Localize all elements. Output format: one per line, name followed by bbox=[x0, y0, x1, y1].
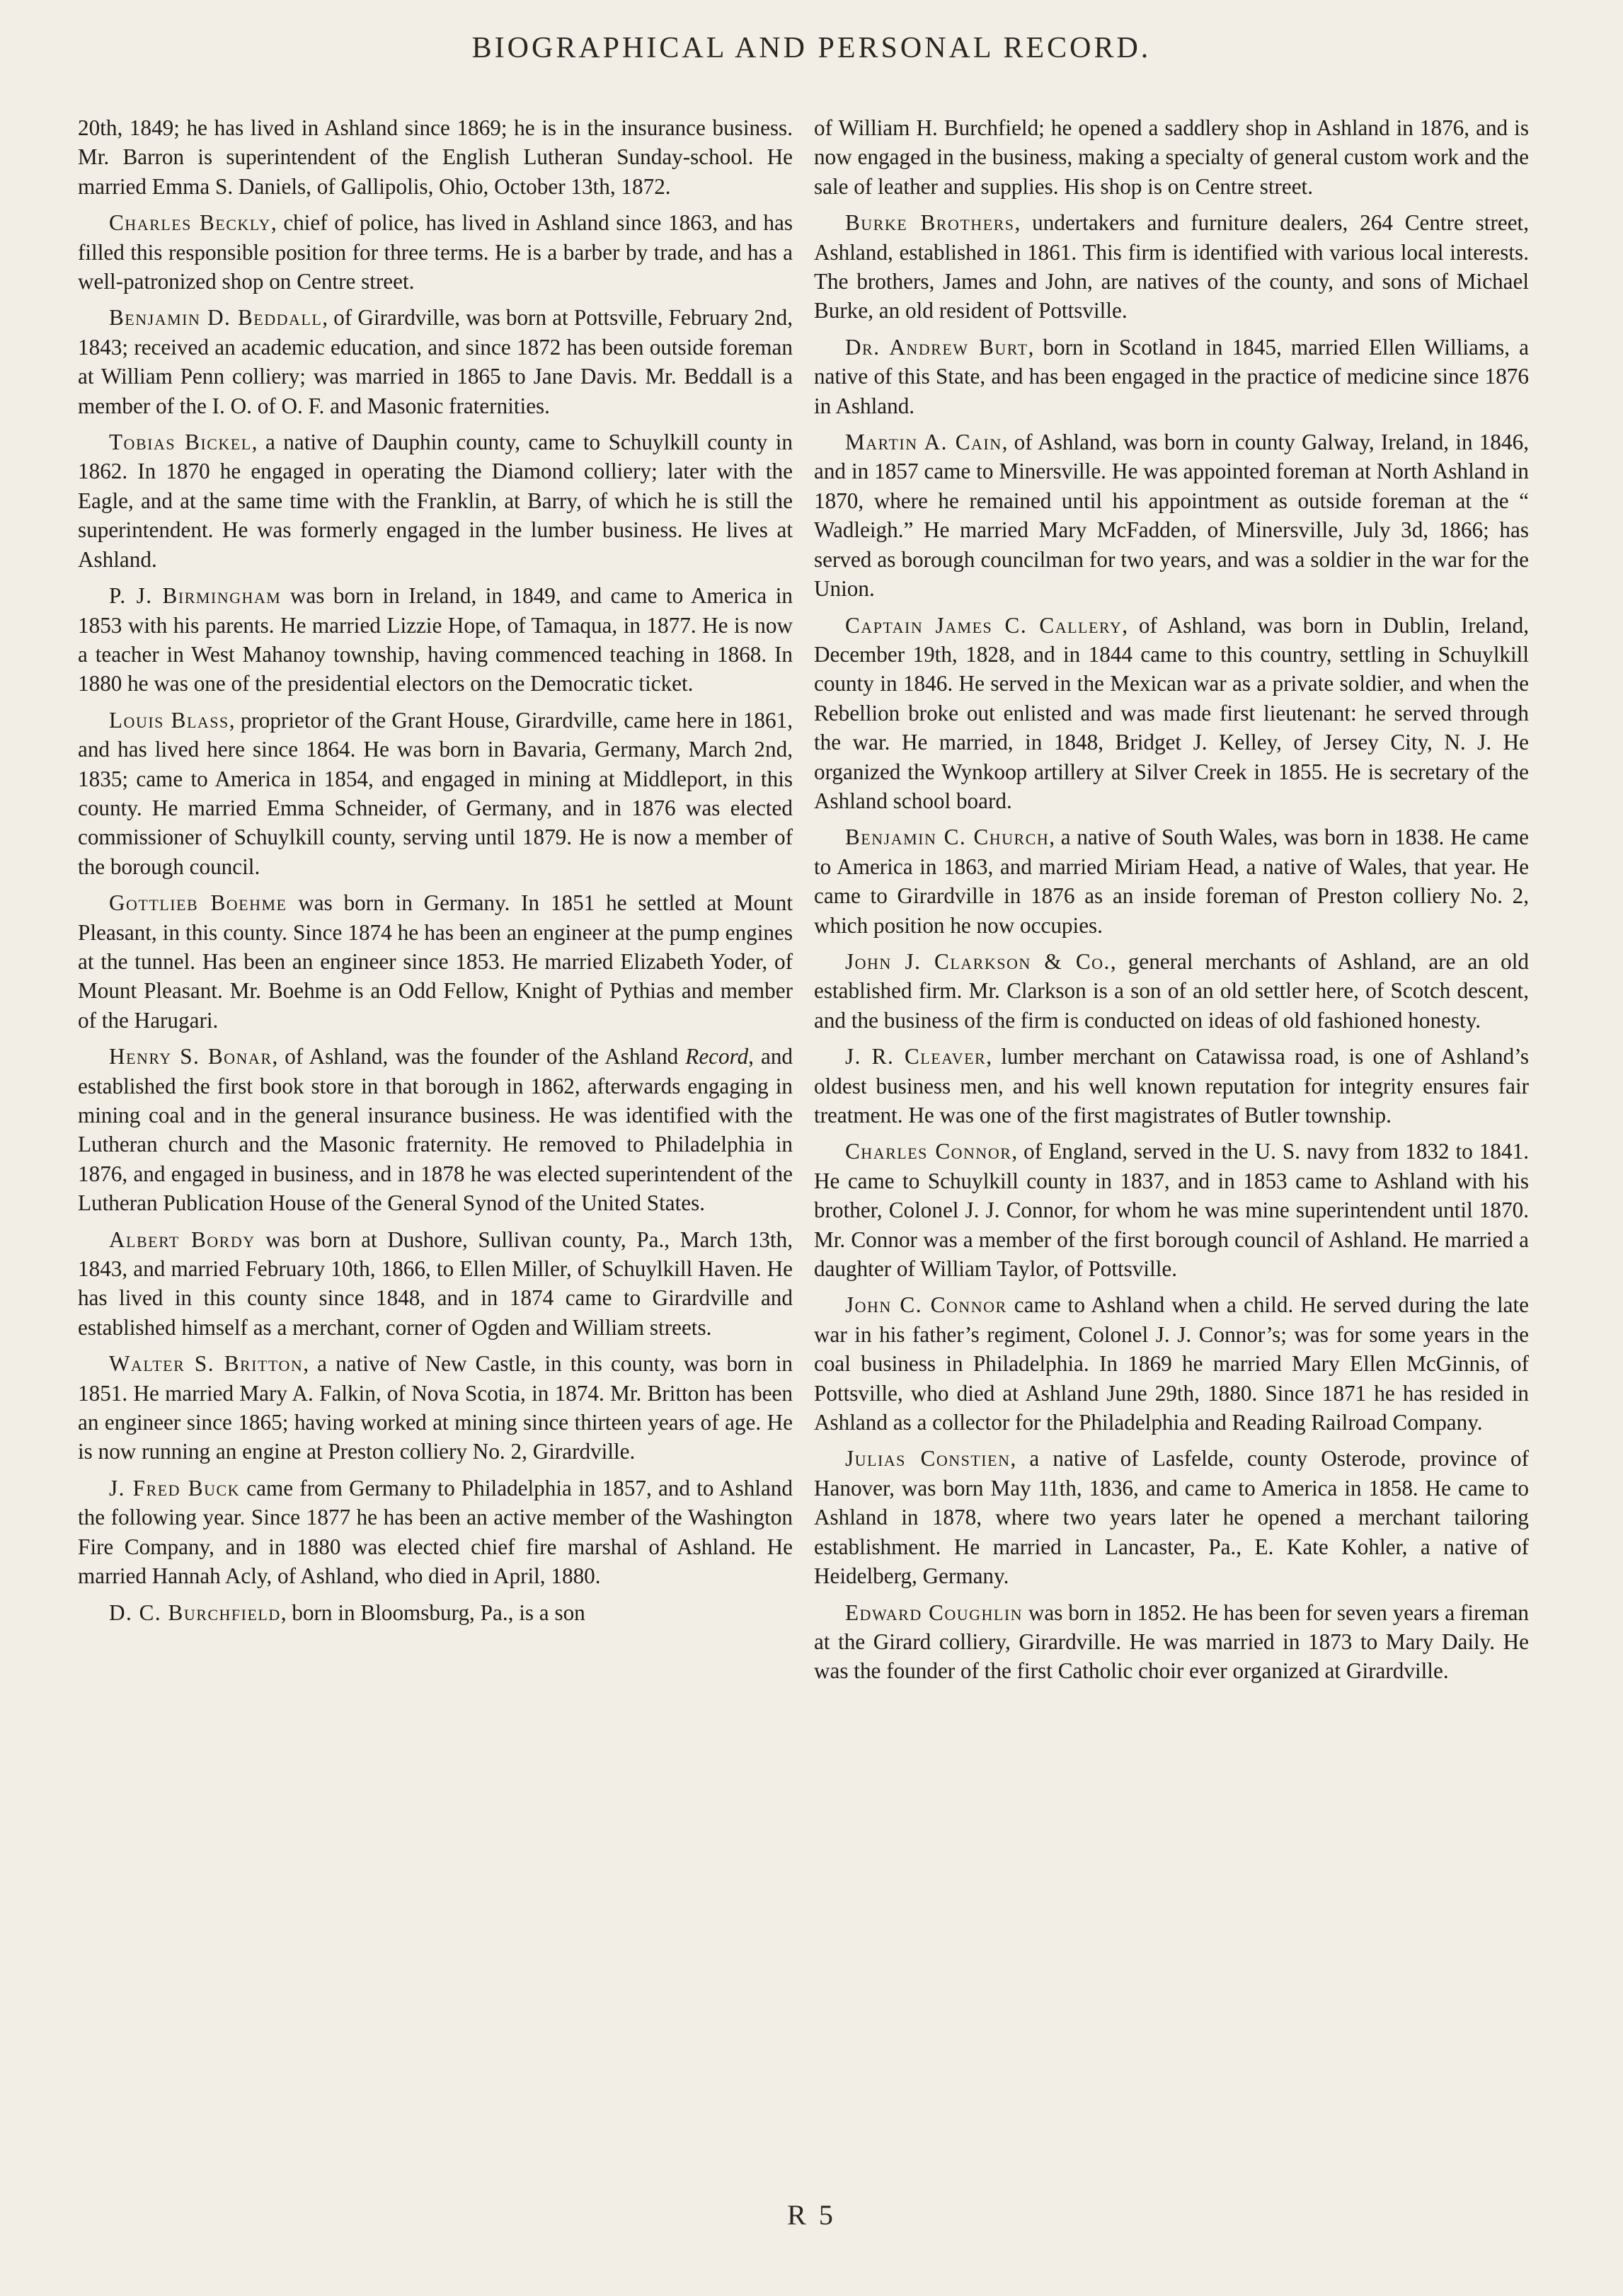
entry-name: John J. Clarkson & Co. bbox=[845, 948, 1111, 974]
entry-callery bbox=[814, 611, 1529, 816]
entry-text: , undertakers and furniture dealers, 264 Centre street, Ashland, established in 1861. This firm is identified with various local interests. The brothers, James and John, are natives of the county, and sons of Michael Burke, an old resident of Pottsville. bbox=[814, 210, 1529, 323]
entry-church bbox=[814, 822, 1529, 940]
entry-bordy bbox=[78, 1225, 793, 1343]
entry-burke-brothers bbox=[814, 208, 1529, 326]
entry-text: was born in Ireland, in 1849, and came to America in 1853 with his parents. He married Lizzie Hope, of Tamaqua, in 1877. He is now a teacher in West Mahanoy township, having commenced teaching in 1868. In 1880 he was one of the presidential electors on the Democratic ticket. bbox=[78, 583, 793, 696]
entry-text: , of Ashland, was the founder of the Ashland bbox=[272, 1044, 686, 1069]
entry-text: , a native of New Castle, in this county, was born in 1851. He married Mary A. Falkin, of Nova Scotia, in 1874. Mr. Britton has been an engineer since 1865; having worked at mining since thirteen years of age. He is now running an engine at Preston colliery No. 2, Girardville. bbox=[78, 1351, 793, 1464]
entry-name: John C. Connor bbox=[845, 1292, 1007, 1318]
entry-name: Edward Coughlin bbox=[845, 1600, 1023, 1625]
entry-constien bbox=[814, 1444, 1529, 1590]
entry-birmingham bbox=[78, 581, 793, 699]
entry-blass bbox=[78, 706, 793, 881]
entry-name: Tobias Bickel bbox=[109, 430, 252, 455]
entry-bickel bbox=[78, 427, 793, 574]
entry-text: of William H. Burchfield; he opened a saddlery shop in Ashland in 1876, and is now engaged in the business, making a specialty of general custom work and the sale of leather and supplies. His shop is on Centre street. bbox=[814, 115, 1529, 199]
entry-italic-title: Record bbox=[685, 1044, 749, 1069]
entry-name: Benjamin D. Beddall bbox=[109, 305, 323, 331]
entry-name: J. R. Cleaver bbox=[845, 1044, 987, 1069]
entry-name: Charles Beckly bbox=[109, 210, 271, 236]
entry-text: was born in 1852. He has been for seven years a fireman at the Girard colliery, Girardville. He was married in 1873 to Mary Daily. He was the founder of the first Catholic choir ever organized at Girardville. bbox=[814, 1600, 1530, 1684]
entry-text: , lumber merchant on Catawissa road, is one of Ashland’s oldest business men, and his well known reputation for integrity ensures fair treatment. He was one of the first magistrates of Butler township. bbox=[814, 1044, 1530, 1127]
entry-coughlin bbox=[814, 1598, 1529, 1686]
entry-text: , of Ashland, was born in county Galway, Ireland, in 1846, and in 1857 came to Minersville. He was appointed foreman at North Ashland in 1870, where he remained until his appointment as outside foreman at the “ Wadleigh.” He married Mary McFadden, of Minersville, July 3d, 1866; has served as borough councilman for two years, and was a soldier in the war for the Union. bbox=[814, 430, 1530, 602]
entry-text: , a native of South Wales, was born in 1838. He came to America in 1863, and married Miriam Head, a native of Wales, that year. He came to Girardville in 1876 as an inside foreman of Preston colliery No. 2, which position he now occupies. bbox=[814, 825, 1529, 938]
entry-name: Benjamin C. Church bbox=[845, 825, 1050, 850]
entry-text: was born in Germany. In 1851 he settled at Mount Pleasant, in this county. Since 1874 he has been an engineer at the pump engines at the tunnel. Has been an engineer since 1853. He married Elizabeth Yoder, of Mount Pleasant. Mr. Boehme is an Odd Fellow, Knight of Pythias and member of the Harugari. bbox=[78, 890, 793, 1033]
entry-name: Gottlieb Boehme bbox=[109, 890, 287, 916]
entry-name: Burke Brothers bbox=[845, 210, 1015, 236]
entry-britton bbox=[78, 1349, 793, 1466]
entry-bonar bbox=[78, 1042, 793, 1217]
entry-name: Walter S. Britton bbox=[109, 1351, 304, 1377]
entry-text: , a native of Lasfelde, county Osterode, province of Hanover, was born May 11th, 1836, and came to America in 1858. He came to Ashland in 1878, where two years later he opened a merchant tailoring establishment. He married in Lancaster, Pa., E. Kate Kohler, a native of Heidelberg, Germany. bbox=[814, 1446, 1529, 1589]
entry-burt bbox=[814, 333, 1529, 420]
entry-cain bbox=[814, 427, 1529, 603]
entry-name: Julias Constien bbox=[845, 1446, 1011, 1471]
entry-text: , chief of police, has lived in Ashland since 1863, and has filled this responsible position for three terms. He is a barber by trade, and has a well-patronized shop on Centre street. bbox=[78, 210, 793, 294]
entry-name: Louis Blass bbox=[109, 707, 229, 733]
entry-text: was born at Dushore, Sullivan county, Pa., March 13th, 1843, and married February 10th, 1866, to Ellen Miller, of Schuylkill Haven. He has lived in this county since 1848, and in 1874 came to Girardville and established himself as a merchant, corner of Ogden and William streets. bbox=[78, 1227, 793, 1340]
running-head: BIOGRAPHICAL AND PERSONAL RECORD. bbox=[471, 32, 1152, 64]
entry-cleaver bbox=[814, 1042, 1529, 1130]
entry-burchfield bbox=[78, 1598, 793, 1627]
entry-name: J. Fred Buck bbox=[109, 1475, 241, 1500]
entry-text: came to Ashland when a child. He served during the late war in his father’s regiment, Colonel J. J. Connor’s; was for some years in the coal business in Philadelphia. In 1869 he married Mary Ellen McGinnis, of Pottsville, who died at Ashland June 29th, 1880. Since 1871 he has resided in Ashland as a collector for the Philadelphia and Reading Railroad Company. bbox=[814, 1292, 1529, 1435]
right-column bbox=[814, 113, 1529, 1693]
entry-buck bbox=[78, 1474, 793, 1591]
entry-text: , of Girardville, was born at Pottsville, February 2nd, 1843; received an academic education, and since 1872 has been outside foreman at William Penn colliery; was married in 1865 to Jane Davis. Mr. Beddall is a member of the I. O. of O. F. and Masonic fraternities. bbox=[78, 305, 793, 418]
entry-barron-continued bbox=[78, 113, 793, 201]
entry-text: , born in Scotland in 1845, married Ellen Williams, a native of this State, and has been engaged in the practice of medicine since 1876 in Ashland. bbox=[814, 334, 1529, 418]
entry-text: came from Germany to Philadelphia in 1857, and to Ashland the following year. Since 1877 he has been an active member of the Washington Fire Company, and in 1880 was elected chief fire marshal of Ashland. He married Hannah Acly, of Ashland, who died in April, 1880. bbox=[78, 1475, 793, 1589]
entry-name: P. J. Birmingham bbox=[109, 583, 282, 609]
entry-name: D. C. Burchfield bbox=[109, 1600, 281, 1625]
entry-name: Charles Connor bbox=[845, 1139, 1012, 1164]
entry-name: Captain James C. Callery bbox=[845, 612, 1123, 638]
left-column bbox=[78, 113, 793, 1634]
entry-beddall bbox=[78, 303, 793, 420]
entry-text: , general merchants of Ashland, are an old established firm. Mr. Clarkson is a son of an old settler here, of Scotch descent, and the business of the firm is conducted on ideas of old fashioned honesty. bbox=[814, 948, 1529, 1033]
entry-name: Albert Bordy bbox=[109, 1227, 256, 1252]
entry-burchfield-continued bbox=[814, 113, 1529, 201]
entry-text: , a native of Dauphin county, came to Schuylkill county in 1862. In 1870 he engaged in operating the Diamond colliery; later with the Eagle, and at the same time with the Franklin, at Barry, of which he is still the superintendent. He was formerly engaged in the lumber business. He lives at Ashland. bbox=[78, 430, 793, 572]
entry-beckly bbox=[78, 208, 793, 296]
entry-text: , of Ashland, was born in Dublin, Ireland, December 19th, 1828, and in 1844 came to this country, settling in Schuylkill county in 1846. He served in the Mexican war as a private soldier, and when the Rebellion broke out enlisted and was made first lieutenant: he served through the war. He married, in 1848, Bridget J. Kelley, of Jersey City, N. J. He organized the Wynkoop artillery at Silver Creek in 1855. He is secretary of the Ashland school board. bbox=[814, 612, 1529, 813]
entry-boehme bbox=[78, 888, 793, 1035]
page-number: R 5 bbox=[787, 2199, 836, 2231]
entry-name: Henry S. Bonar bbox=[109, 1044, 273, 1069]
entry-text: , proprietor of the Grant House, Girardville, came here in 1861, and has lived here since 1864. He was born in Bavaria, Germany, March 2nd, 1835; came to America in 1854, and engaged in mining at Middleport, in this county. He married Emma Schneider, of Germany, and in 1876 was elected commissioner of Schuylkill county, serving until 1879. He is now a member of the borough council. bbox=[78, 707, 793, 879]
entry-clarkson bbox=[814, 947, 1529, 1035]
entry-text: , and established the first book store in that borough in 1862, afterwards engaging in mining coal and in the general insurance business. He was identified with the Lutheran church and the Masonic fraternity. He removed to Philadelphia in 1876, and engaged in business, and in 1878 he was elected superintendent of the Lutheran Publication House of the General Synod of the United States. bbox=[78, 1044, 793, 1216]
entry-name: Dr. Andrew Burt bbox=[845, 334, 1028, 360]
entry-text: 20th, 1849; he has lived in Ashland since 1869; he is in the insurance business. Mr. Barron is superintendent of the English Lutheran Sunday-school. He married Emma S. Daniels, of Gallipolis, Ohio, October 13th, 1872. bbox=[78, 115, 793, 199]
entry-text: , born in Bloomsburg, Pa., is a son bbox=[280, 1600, 585, 1625]
entry-charles-connor bbox=[814, 1137, 1529, 1283]
entry-john-connor bbox=[814, 1290, 1529, 1437]
entry-name: Martin A. Cain bbox=[845, 430, 1002, 455]
entry-text: , of England, served in the U. S. navy from 1832 to 1841. He came to Schuylkill county in 1837, and in 1853 came to Ashland with his brother, Colonel J. J. Connor, for whom he was mine superintendent until 1870. Mr. Connor was a member of the first borough council of Ashland. He married a daughter of William Taylor, of Pottsville. bbox=[814, 1139, 1530, 1282]
